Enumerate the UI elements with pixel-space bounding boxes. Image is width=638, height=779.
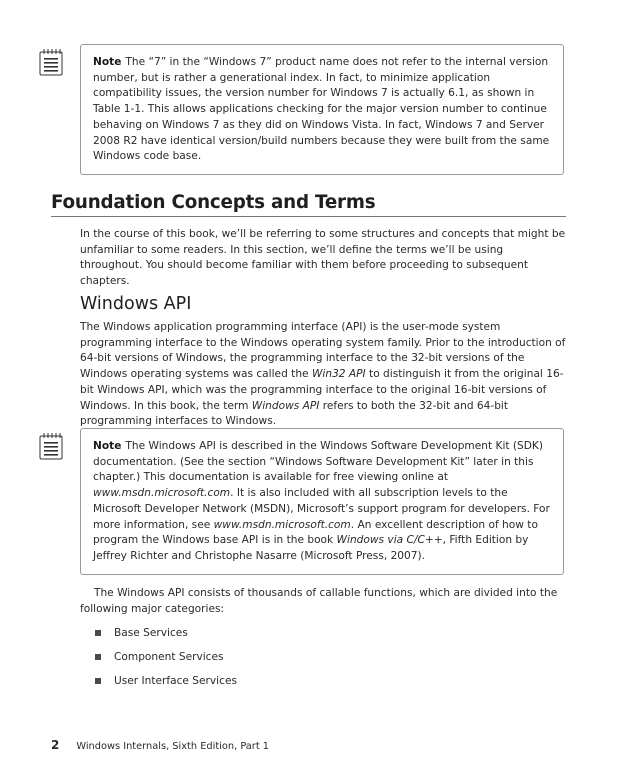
bullet-square-icon xyxy=(95,654,101,660)
note-box: Note The Windows API is described in the Windows Software Development Kit (SDK) documentation. (See the section “Windows Software Development Kit” later in this chapter.) This documentation is available for free viewing online at www.msdn.microsoft.com. It is also included with all subscription levels to the Microsoft Developer Network (MSDN), Microsoft’s support program for developers. For more information, see www.msdn.microsoft.com. An excellent description of how to program the Windows base API is in the book Windows via C/C++, Fifth Edition by Jeffrey Richter and Christophe Nasarre (Microsoft Press, 2007). xyxy=(80,428,564,575)
note-label: Note xyxy=(93,440,122,452)
book-title-reference: Windows via C/C++ xyxy=(336,534,443,547)
list-item: Base Services xyxy=(95,626,237,650)
msdn-link-text: www.msdn.microsoft.com xyxy=(93,487,231,500)
section-intro: In the course of this book, we’ll be referring to some structures and concepts that might be unfamiliar to some readers. In this section, we’ll define the terms we’ll be using throughout. You should become familiar with them before proceeding to subsequent chapters. xyxy=(80,228,566,288)
categories-list xyxy=(95,626,237,698)
page-number: 2 xyxy=(51,738,60,752)
page-footer xyxy=(51,738,269,752)
list-item: Component Services xyxy=(95,650,237,674)
bullet-square-icon xyxy=(95,630,101,636)
section-heading: Foundation Concepts and Terms xyxy=(51,192,376,213)
list-item: User Interface Services xyxy=(95,674,237,698)
subsection-heading: Windows API xyxy=(80,294,192,314)
note-label: Note xyxy=(93,56,122,68)
windows-api-term: Windows API xyxy=(251,399,320,412)
bullet-square-icon xyxy=(95,678,101,684)
windows-api-paragraph: The Windows application programming interface (API) is the user-mode system programming interface to the Windows operating system family. Prior to the introduction of 64-bit versions of Windows, the programming interface to the 32-bit versions of the Windows operating systems was called the Win32 API to distinguish it from the original 16-bit Windows API, which was the programming interface to the original 16-bit versions of Windows. In this book, the term Windows API refers to both the 32-bit and 64-bit programming interfaces to Windows. xyxy=(80,321,566,428)
note-icon xyxy=(38,432,64,460)
win32-api-term: Win32 API xyxy=(311,368,366,381)
note-text: The “7” in the “Windows 7” product name does not refer to the internal version number, but is rather a generational index. In fact, to minimize application compatibility issues, the version number for Windows 7 is actually 6.1, as shown in Table 1-1. This allows applications checking for the major version number to continue behaving on Windows 7 as they did on Windows Vista. In fact, Windows 7 and Server 2008 R2 have identical version/build numbers because they were built from the same Windows code base. xyxy=(93,56,550,163)
msdn-link-text: www.msdn.microsoft.com xyxy=(213,518,351,531)
note-box xyxy=(80,44,564,175)
categories-intro: The Windows API consists of thousands of callable functions, which are divided into the following major categories: xyxy=(80,587,558,615)
section-rule xyxy=(51,216,566,217)
note-icon xyxy=(38,48,64,76)
book-title: Windows Internals, Sixth Edition, Part 1 xyxy=(76,741,270,752)
